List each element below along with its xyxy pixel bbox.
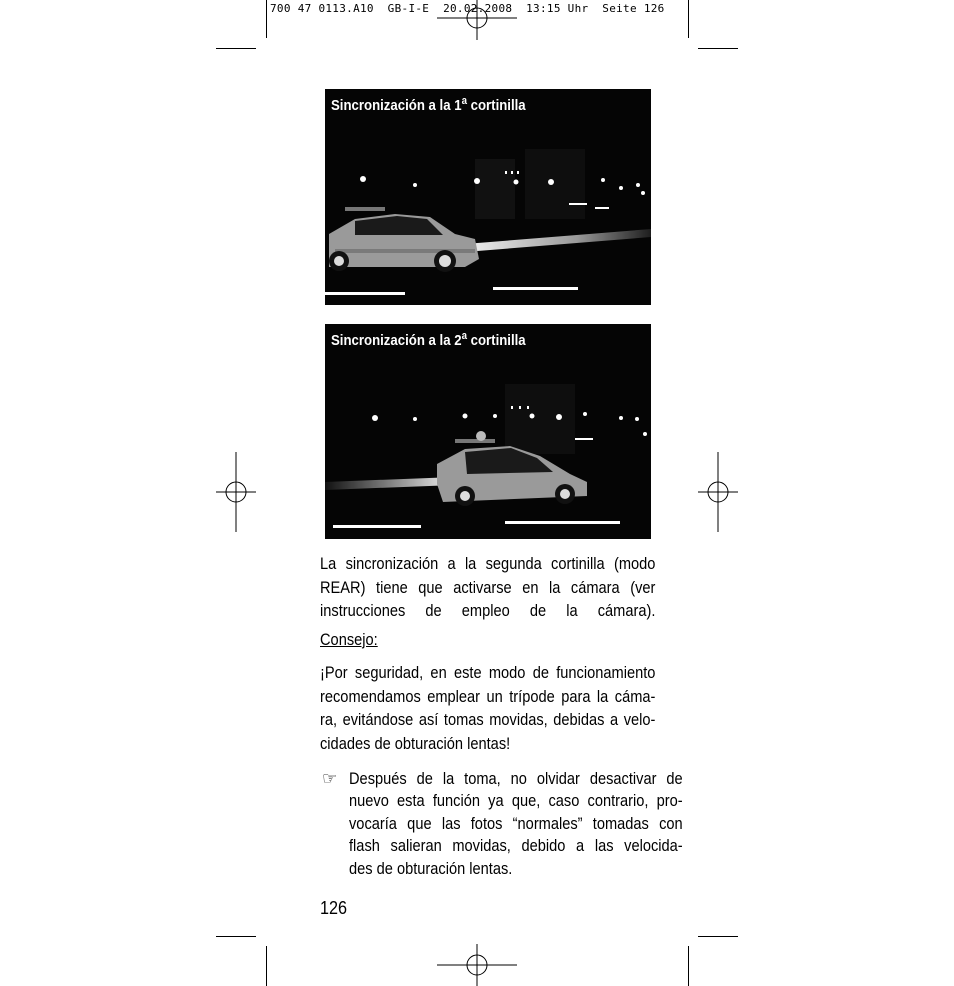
text-line: La sincronización a la segunda cortinilla (modo bbox=[320, 554, 656, 573]
registration-mark-left bbox=[216, 452, 256, 532]
photo-first-curtain bbox=[325, 89, 651, 305]
text-line: recomendamos emplear un trípode para la cáma- bbox=[320, 686, 656, 706]
crop-mark bbox=[688, 0, 689, 38]
text-line: REAR) tiene que activarse en la cámara (ver bbox=[320, 577, 656, 597]
caption-tail: cortinilla bbox=[466, 97, 526, 114]
text-line: ¡Por seguridad, en este modo de funcionamiento bbox=[320, 663, 656, 682]
tip-label-text: Consejo: bbox=[320, 630, 378, 649]
caption-superscript: a bbox=[461, 330, 467, 342]
note-text bbox=[349, 768, 683, 880]
caption-tail: cortinilla bbox=[466, 332, 526, 349]
crop-mark bbox=[216, 936, 256, 937]
text-line: cidades de obturación lentas! bbox=[320, 733, 511, 753]
paragraph-rear-sync bbox=[320, 552, 655, 623]
pointing-hand-icon: ☞ bbox=[322, 769, 338, 788]
crop-mark bbox=[216, 48, 256, 49]
crop-mark bbox=[698, 936, 738, 937]
registration-mark-bottom bbox=[437, 944, 517, 986]
night-car-photo bbox=[325, 89, 651, 305]
page-number: 126 bbox=[320, 898, 348, 918]
photo-caption bbox=[331, 95, 526, 114]
paragraph-tip bbox=[320, 661, 655, 755]
crop-mark bbox=[688, 946, 689, 986]
text-line: vocaría que las fotos “normales” tomadas con bbox=[349, 813, 683, 833]
crop-mark bbox=[698, 48, 738, 49]
registration-mark-right bbox=[698, 452, 738, 532]
crop-mark bbox=[266, 0, 267, 38]
caption-superscript: a bbox=[461, 95, 467, 107]
text-line: nuevo esta función ya que, caso contrario, pro- bbox=[349, 791, 683, 811]
registration-mark-top bbox=[437, 0, 517, 40]
print-slug: 700 47 0113.A10 GB-I-E 20.02.2008 13:15 Uhr Seite 126 bbox=[270, 2, 665, 15]
text-line: flash salieran movidas, debido a las velocida- bbox=[349, 836, 683, 856]
photo-caption bbox=[331, 330, 526, 349]
text-line: ra, evitándose así tomas movidas, debidas a velo- bbox=[320, 710, 656, 730]
text-line: instrucciones de empleo de la cámara). bbox=[320, 601, 656, 621]
caption-main: Sincronización a la 1 bbox=[331, 97, 462, 114]
text-line: des de obturación lentas. bbox=[349, 858, 513, 878]
caption-main: Sincronización a la 2 bbox=[331, 332, 462, 349]
night-car-photo bbox=[325, 324, 651, 539]
tip-label bbox=[320, 628, 655, 652]
crop-mark bbox=[266, 946, 267, 986]
text-line: Después de la toma, no olvidar desactivar de bbox=[349, 769, 683, 788]
photo-second-curtain bbox=[325, 324, 651, 539]
